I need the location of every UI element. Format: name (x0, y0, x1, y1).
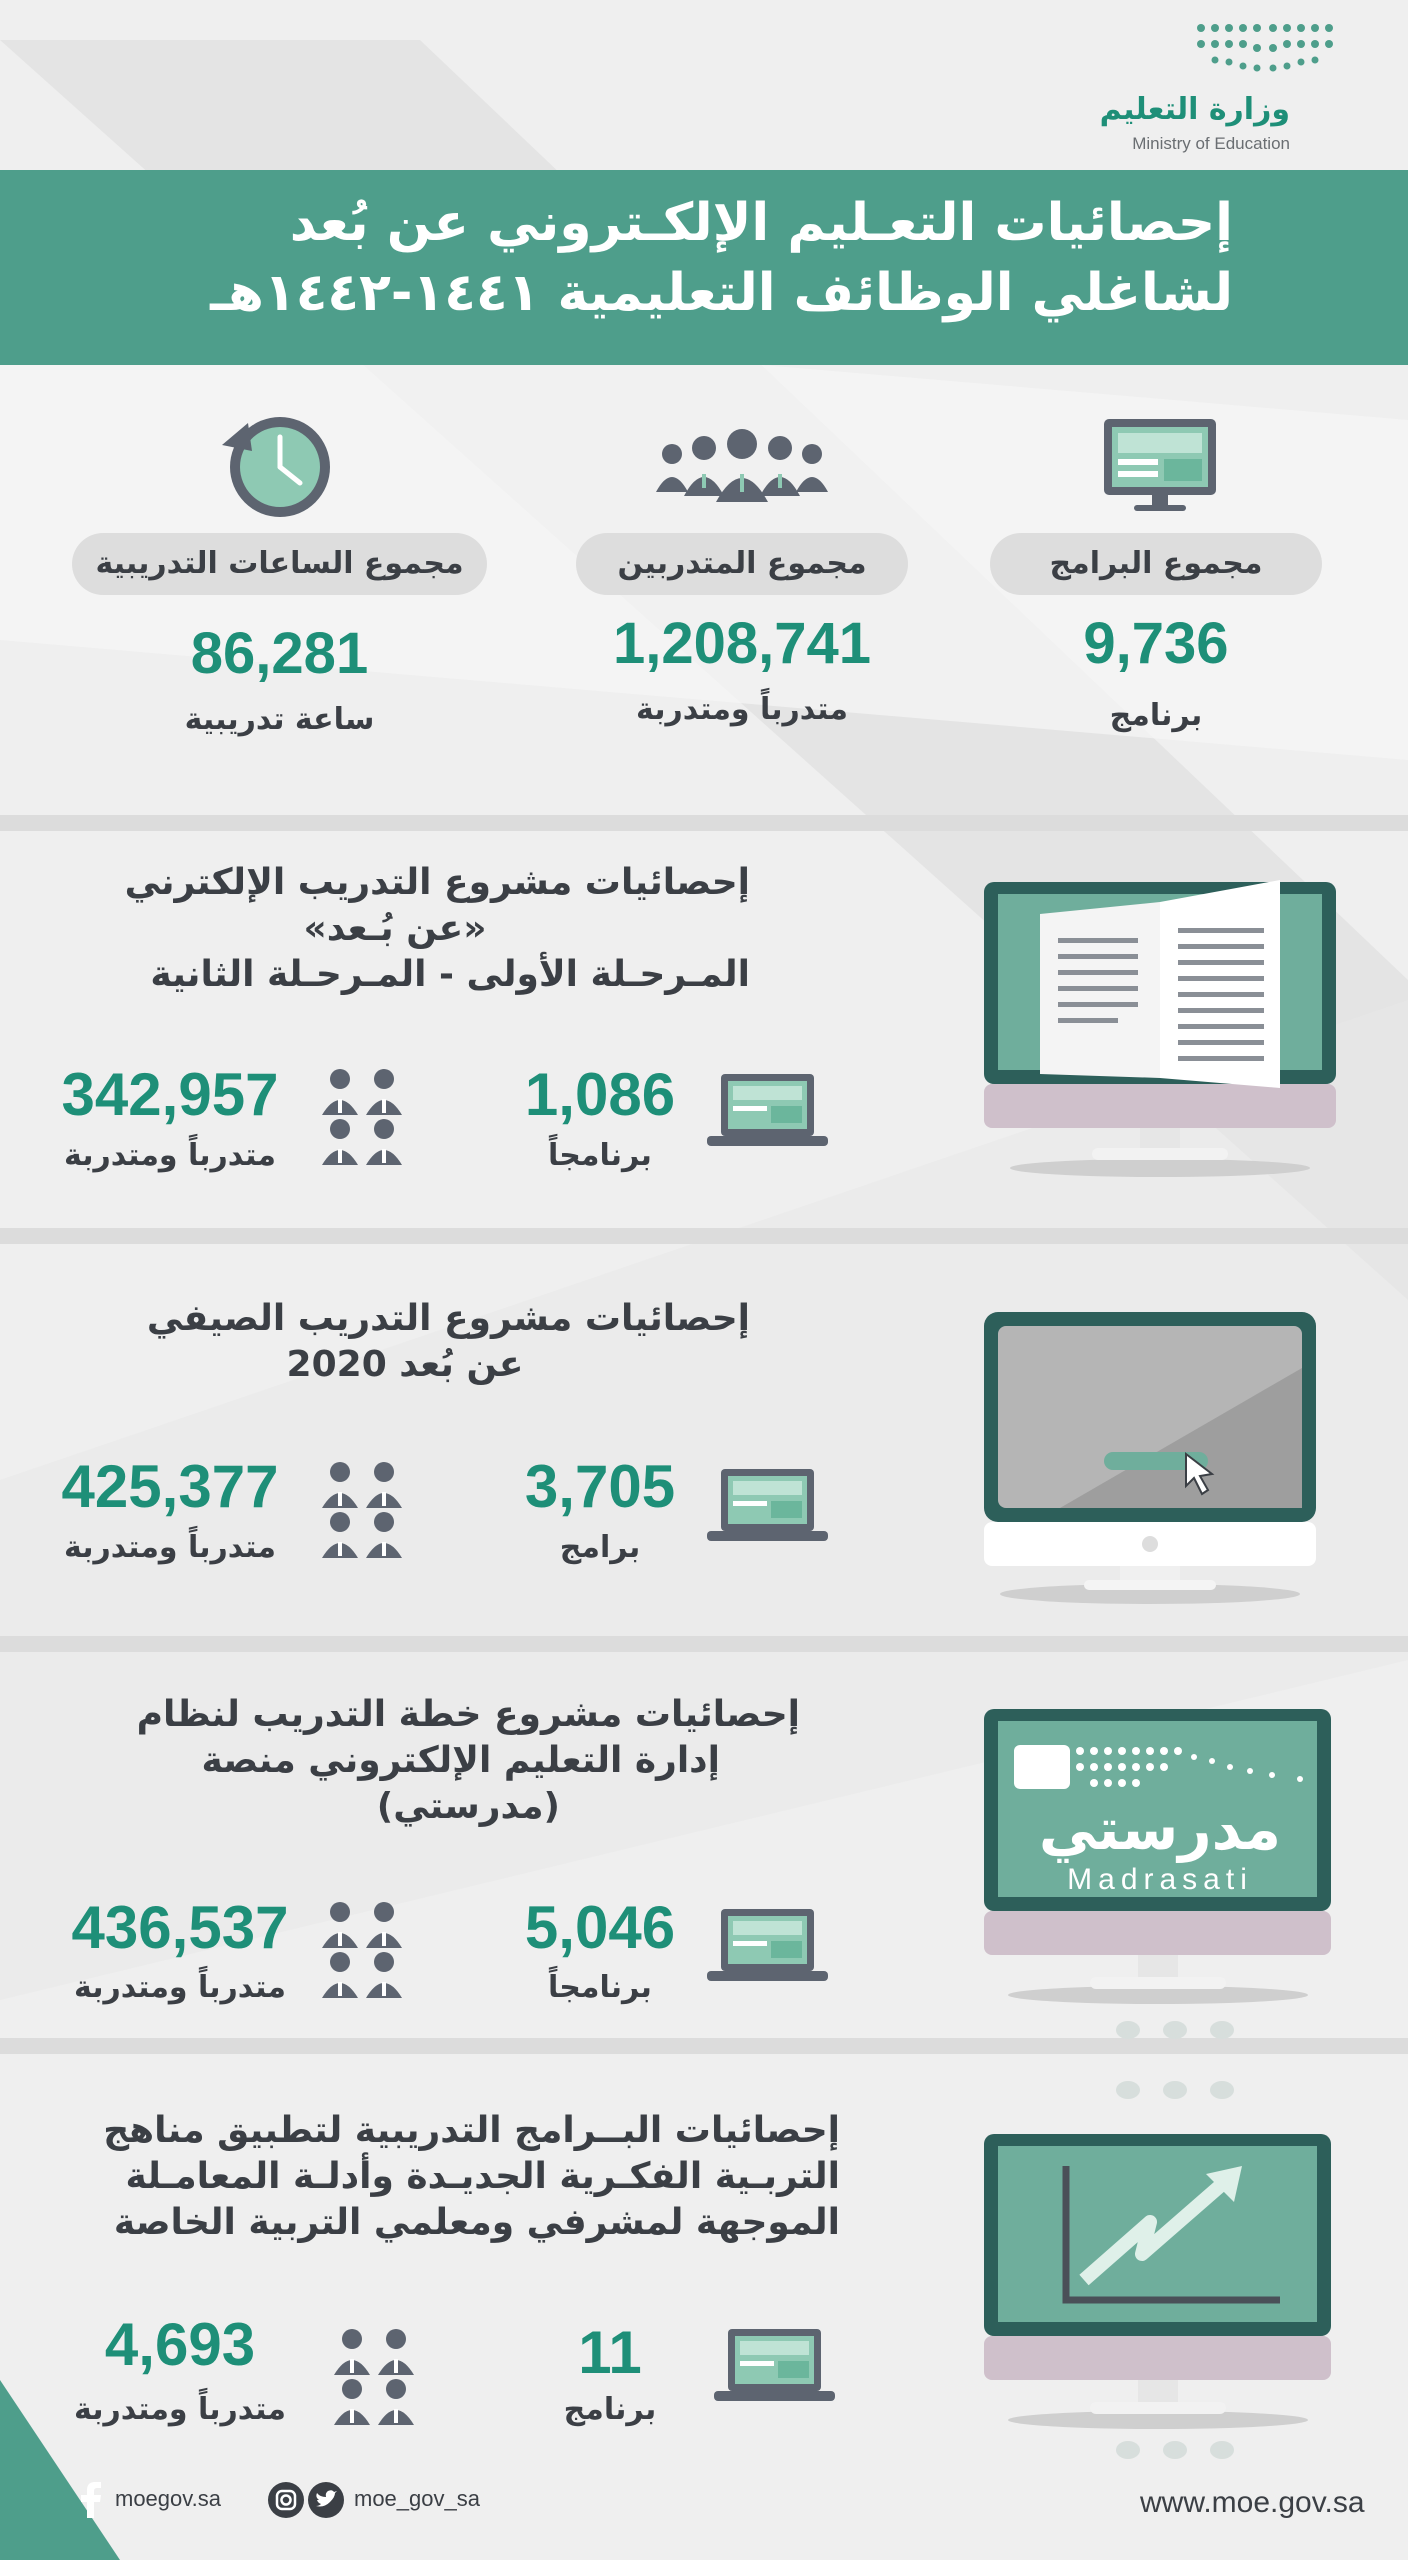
trainees-icon (318, 1065, 408, 1175)
laptop-icon (712, 2325, 837, 2410)
people-group-icon (652, 428, 832, 508)
total-trainees-unit: متدرباً ومتدربة (636, 692, 848, 727)
section-divider (0, 1636, 1408, 1652)
section-4-programs-value: 11 (578, 2319, 642, 2386)
trainees-icon (318, 1458, 408, 1568)
total-programs-unit: برنامج (1109, 698, 1203, 733)
laptop-icon (705, 1070, 830, 1155)
section-1-title-line: إحصائيات مشروع التدريب الإلكترني (124, 862, 750, 903)
laptop-icon (705, 1905, 830, 1990)
section-1-trainees-label: متدرباً ومتدربة (64, 1138, 276, 1173)
facebook-icon[interactable] (78, 2482, 104, 2518)
total-hours-unit: ساعة تدريبية (184, 702, 375, 737)
total-programs-value: 9,736 (1083, 611, 1229, 676)
section-2-title-line: إحصائيات مشروع التدريب الصيفي (146, 1298, 750, 1339)
logo-arabic-text: وزارة التعليم (1099, 92, 1290, 127)
section-1-title-line: المـرحـلة الأولى - المـرحـلة الثانية (150, 954, 750, 995)
trainees-icon (330, 2325, 420, 2435)
ministry-logo-icon (1195, 22, 1335, 82)
section-2-trainees-label: متدرباً ومتدربة (64, 1530, 276, 1565)
decorative-dots (1110, 2010, 1240, 2120)
chart-monitor-icon (980, 2130, 1335, 2430)
total-trainees-value: 1,208,741 (612, 611, 872, 676)
section-3-programs-label: برنامجاً (548, 1970, 652, 2005)
section-3-programs-value: 5,046 (524, 1894, 676, 1961)
section-1-programs-value: 1,086 (524, 1061, 676, 1128)
facebook-handle[interactable]: moegov.sa (115, 2486, 221, 2511)
section-3-title-line: إحصائيات مشروع خطة التدريب لنظام (136, 1694, 800, 1735)
section-2-title-line: عن بُعد 2020 (286, 1344, 524, 1385)
decorative-dots (1110, 2430, 1240, 2470)
section-3-trainees-value: 436,537 (71, 1894, 289, 1961)
section-3-title-line: إدارة التعليم الإلكتروني منصة (201, 1740, 720, 1781)
section-3-title (60, 1692, 800, 1830)
section-1-programs-label: برنامجاً (548, 1138, 652, 1173)
click-monitor-icon (980, 1308, 1320, 1608)
total-trainees-label: مجموع المتدربين (576, 533, 908, 595)
section-1-title-line: «عن بُـعد» (303, 908, 487, 949)
section-4-programs-label: برنامج (563, 2392, 657, 2427)
clock-icon (218, 405, 338, 525)
madrasati-english-wordmark: Madrasati (1067, 1863, 1253, 1896)
total-programs-label: مجموع البرامج (990, 533, 1322, 595)
section-4-trainees-label: متدرباً ومتدربة (74, 2392, 286, 2427)
section-divider (0, 815, 1408, 831)
banner-title-line-1: إحصائيات التعـليم الإلكـتروني عن بُعد (289, 193, 1233, 253)
instagram-icon[interactable] (268, 2482, 304, 2518)
section-2-trainees-value: 425,377 (61, 1453, 279, 1520)
section-4-trainees-value: 4,693 (104, 2311, 256, 2378)
section-1-title (40, 860, 750, 998)
section-4-title-line: الموجهة لمشرفي ومعلمي التربية الخاصة (113, 2202, 840, 2243)
madrasati-monitor-icon (980, 1705, 1335, 2005)
section-1-trainees-value: 342,957 (61, 1061, 279, 1128)
monitor-icon (1100, 415, 1220, 515)
website-link[interactable]: www.moe.gov.sa (1140, 2486, 1365, 2519)
section-3-title-line: (مدرستي) (376, 1786, 560, 1827)
section-3-trainees-label: متدرباً ومتدربة (74, 1970, 286, 2005)
twitter-icon[interactable] (308, 2482, 344, 2518)
book-monitor-icon (980, 878, 1340, 1178)
section-4-title (40, 2108, 840, 2246)
section-2-programs-value: 3,705 (524, 1453, 676, 1520)
madrasati-arabic-wordmark: مدرستي (1038, 1795, 1282, 1863)
total-hours-label: مجموع الساعات التدريبية (72, 533, 487, 595)
social-handle[interactable]: moe_gov_sa (354, 2486, 480, 2511)
section-2-programs-label: برامج (559, 1530, 641, 1565)
trainees-icon (318, 1898, 408, 2008)
title-banner (0, 170, 1408, 365)
banner-title-line-2: لشاغلي الوظائف التعليمية ١٤٤١-١٤٤٢هـ (210, 263, 1233, 323)
section-4-title-line: إحصائيات البــرامج التدريبية لتطبيق مناهج (103, 2110, 840, 2151)
logo-english-text: Ministry of Education (1132, 134, 1290, 153)
section-2-title (60, 1296, 750, 1388)
section-divider (0, 1228, 1408, 1244)
laptop-icon (705, 1465, 830, 1550)
total-hours-value: 86,281 (190, 621, 369, 686)
section-4-title-line: التربـية الفكـرية الجديـدة وأدلـة المعامـلة (125, 2156, 840, 2197)
